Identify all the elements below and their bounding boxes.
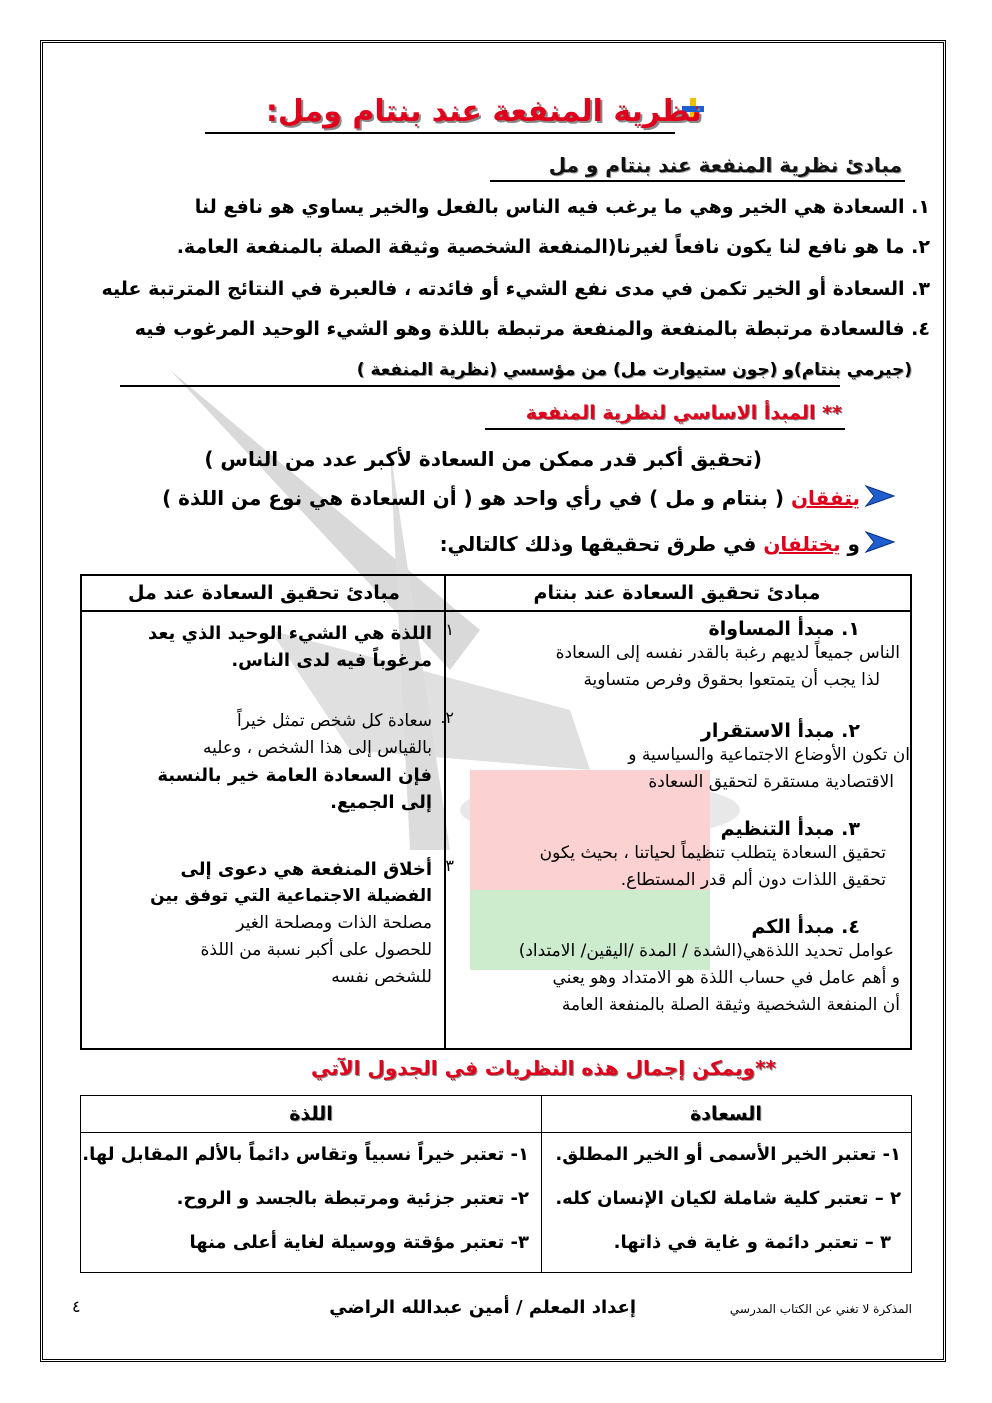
bentham-principle-line: عوامل تحديد اللذةهي(الشدة / المدة /اليقين/ الامتداد) <box>518 941 894 961</box>
differ-prefix: و <box>840 532 860 556</box>
header-divider <box>81 1132 911 1133</box>
basic-principle-text: (تحقيق أكبر قدر ممكن من السعادة لأكبر عدد من الناس ) <box>204 447 762 471</box>
bentham-principle-title: ١. مبدأ المساواة <box>708 618 860 640</box>
bentham-principle-line: تحقيق السعادة يتطلب تنظيماً لحياتنا ، بحيث يكون <box>539 843 886 863</box>
bentham-principle-line: و أهم عامل في حساب اللذة هو الامتداد وهو يعني <box>552 968 900 988</box>
principle-2: ٢. ما هو نافع لنا يكون نافعاً لغيرنا(المنفعة الشخصية وثيقة الصلة بالمنفعة العامة. <box>176 236 930 258</box>
principle-3: ٣. السعادة أو الخير تكمن في مدى نفع الشيء أو فائدته ، فالعبرة في النتائج المترتبة عليه <box>101 278 930 300</box>
bentham-principle-line: ان تكون الأوضاع الاجتماعية والسياسية و <box>628 745 910 765</box>
bentham-principle-4 <box>450 916 900 1019</box>
principle-1: ١. السعادة هي الخير وهي ما يرغب فيه الناس بالفعل والخير يساوي هو نافع لنا <box>194 196 930 218</box>
mill-principle-3 <box>102 856 454 991</box>
agree-rest: ( بنتام و مل ) في رأي واحد هو ( أن السعادة هي نوع من اللذة ) <box>162 486 791 510</box>
page-title: نظرية المنفعة عند بنتام ومل: <box>265 94 702 129</box>
arrow-bullet-icon <box>862 484 896 508</box>
arrow-bullet-icon <box>862 530 896 554</box>
footer-note: المذكرة لا تغني عن الكتاب المدرسي <box>729 1302 912 1316</box>
mill-principle-line: إلى الجميع. <box>330 792 432 813</box>
mill-principle-2 <box>102 708 454 816</box>
principle-4: ٤. فالسعادة مرتبطة بالمنفعة والمنفعة مرتبطة باللذة وهو الشيء الوحيد المرغوب فيه <box>134 318 930 340</box>
mill-principle-number: ٣ <box>445 856 454 875</box>
mill-principle-line: بالقياس إلى هذا الشخص ، وعليه <box>202 738 432 758</box>
mill-principle-line: مصلحة الذات ومصلحة الغير <box>236 913 432 933</box>
comparison-table-bentham-mill <box>80 574 912 1050</box>
page-number: ٤ <box>72 1297 81 1316</box>
happiness-row: ٣ – تعتبر دائمة و غاية في ذاتها. <box>613 1232 891 1253</box>
footer-author: إعداد المعلم / أمين عبدالله الراضي <box>329 1297 636 1318</box>
bentham-principle-title: ٢. مبدأ الاستقرار <box>700 720 860 742</box>
summary-heading: **ويمكن إجمال هذه النظريات في الجدول الآتي <box>311 1056 776 1080</box>
bentham-principle-3 <box>450 818 900 894</box>
bentham-principle-title: ٤. مبدأ الكم <box>751 916 860 938</box>
pleasure-row: ١- تعتبر خيراً نسبياً وتقاس دائماً بالألم المقابل لها. <box>82 1144 529 1165</box>
agree-keyword: يتفقان <box>790 486 860 510</box>
mill-principle-line: سعادة كل شخص تمثل خيراً <box>236 711 432 731</box>
title-underline <box>205 132 675 134</box>
column-divider <box>444 576 446 1048</box>
mill-principle-1 <box>102 620 454 674</box>
mill-principle-line: اللذة هي الشيء الوحيد الذي يعد <box>147 623 432 644</box>
bentham-principle-line: تحقيق اللذات دون ألم قدر المستطاع. <box>620 870 886 890</box>
header-bentham: مبادئ تحقيق السعادة عند بنتام <box>444 576 910 612</box>
header-happiness: السعادة <box>690 1103 762 1125</box>
pleasure-row: ٢- تعتبر جزئية ومرتبطة بالجسد و الروح. <box>176 1188 529 1209</box>
header-pleasure: اللذة <box>289 1103 333 1125</box>
bentham-principle-1 <box>450 618 900 694</box>
mill-principle-line: أخلاق المنفعة هي دعوى إلى <box>180 859 432 880</box>
founders-line: (جيرمي بنتام)و (جون ستيوارت مل) من مؤسسي (نظرية المنفعة ) <box>356 360 912 380</box>
basic-principle-underline <box>485 428 845 430</box>
header-mill: مبادئ تحقيق السعادة عند مل <box>82 576 446 612</box>
bentham-principle-line: الناس جميعاً لديهم رغبة بالقدر نفسه إلى السعادة <box>555 643 900 663</box>
pleasure-row: ٣- تعتبر مؤقتة ووسيلة لغاية أعلى منها <box>189 1232 529 1253</box>
subtitle-underline <box>490 180 905 182</box>
bentham-principle-line: أن المنفعة الشخصية وثيقة الصلة بالمنفعة العامة <box>561 995 900 1015</box>
mill-principle-line: للشخص نفسه <box>331 967 432 987</box>
summary-table <box>80 1095 912 1273</box>
differ-keyword: يختلفان <box>763 532 841 556</box>
differ-rest: في طرق تحقيقها وذلك كالتالي: <box>439 532 764 556</box>
founders-underline <box>120 385 840 387</box>
bentham-principle-line: الاقتصادية مستقرة لتحقيق السعادة <box>648 772 894 792</box>
subtitle: مبادئ نظرية المنفعة عند بنتام و مل <box>548 153 902 177</box>
mill-principle-line: مرغوباً فيه لدى الناس. <box>231 650 432 671</box>
mill-principle-line: للحصول على أكبر نسبة من اللذة <box>200 940 432 960</box>
happiness-row: ٢ – تعتبر كلية شاملة لكيان الإنسان كله. <box>555 1188 901 1209</box>
bentham-principle-2 <box>450 720 910 796</box>
happiness-row: ١- تعتبر الخير الأسمى أو الخير المطلق. <box>555 1144 901 1165</box>
agree-line <box>162 486 860 510</box>
differ-line <box>440 532 860 556</box>
mill-principle-number: ٢. <box>440 708 454 727</box>
bentham-principle-line: لذا يجب أن يتمتعوا بحقوق وفرص متساوية <box>583 670 880 690</box>
bentham-principle-title: ٣. مبدأ التنظيم <box>720 818 860 840</box>
mill-principle-number: ١ <box>445 620 454 639</box>
mill-principle-line: الفضيلة الاجتماعية التي توفق بين <box>150 886 432 906</box>
mill-principle-line: فإن السعادة العامة خير بالنسبة <box>157 765 432 786</box>
basic-principle-heading: ** المبدأ الاساسي لنظرية المنفعة <box>525 402 842 424</box>
